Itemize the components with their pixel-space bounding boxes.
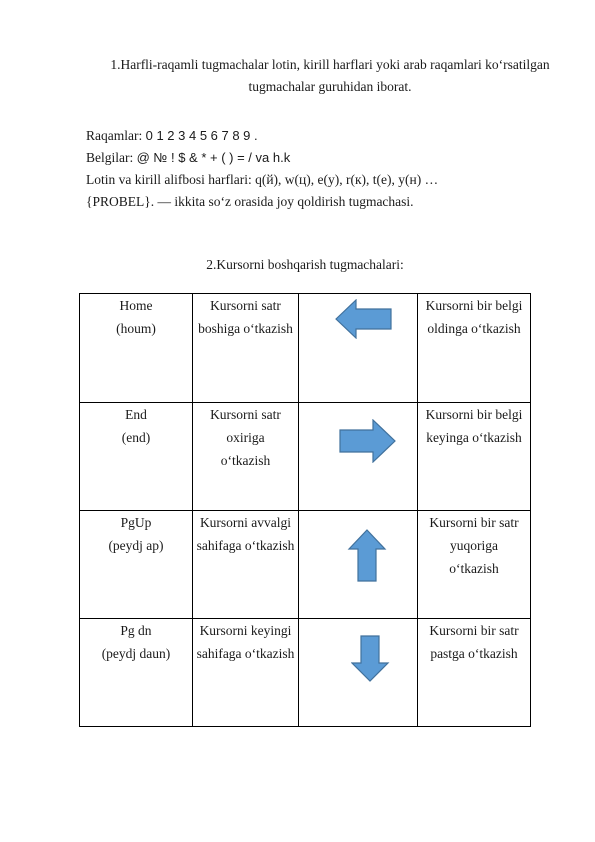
arrow-cell (299, 294, 418, 403)
key-name: Pg dn (120, 623, 152, 638)
arrow-description-line: o‘tkazish (449, 561, 499, 576)
section1-heading-line1: 1.Harfli-raqamli tugmachalar lotin, kirill harflari yoki arab raqamlari ko‘rsatilgan (110, 57, 550, 72)
key-description-cell (193, 294, 299, 403)
section1-heading-line2: tugmachalar guruhidan iborat. (248, 79, 412, 94)
key-name: End (125, 407, 147, 422)
digits-value: 0 1 2 3 4 5 6 7 8 9 . (145, 128, 258, 143)
key-description-line: oxiriga (226, 430, 265, 445)
space-line: {PROBEL}. — ikkita so‘z orasida joy qoldirish tugmachasi. (86, 194, 414, 209)
symbols-label: Belgilar: (86, 150, 137, 165)
arrow-description-line: Kursorni bir belgi (425, 298, 523, 313)
key-name: Home (119, 298, 153, 313)
table-row (80, 511, 531, 619)
key-pronunciation: (houm) (116, 321, 156, 336)
key-name: PgUp (120, 515, 152, 530)
digits-label: Raqamlar: (86, 128, 146, 143)
key-name-cell (80, 511, 193, 619)
arrow-cell (299, 403, 418, 511)
arrow-description-line: Kursorni bir belgi (425, 407, 523, 422)
arrow-description-line: keyinga o‘tkazish (426, 430, 522, 445)
key-name-cell (80, 403, 193, 511)
arrow-description-line: oldinga o‘tkazish (427, 321, 521, 336)
key-description-cell (193, 619, 299, 727)
key-pronunciation: (peydj daun) (101, 646, 171, 661)
right-arrow-icon (339, 419, 397, 463)
section1-heading (70, 54, 590, 98)
arrow-description-cell (418, 511, 531, 619)
key-description-line: Kursorni keyingi (199, 623, 292, 638)
up-arrow-icon (347, 529, 387, 583)
key-description-cell (193, 511, 299, 619)
key-pronunciation: (peydj ap) (108, 538, 164, 553)
key-description-line: boshiga o‘tkazish (198, 321, 293, 336)
arrow-description-line: Kursorni bir satr (429, 515, 519, 530)
key-description-line: Kursorni satr (210, 298, 281, 313)
key-pronunciation: (end) (121, 430, 151, 445)
arrow-description-line: Kursorni bir satr (429, 623, 519, 638)
symbols-value: @ № ! $ & * + ( ) = / va h.k (136, 150, 291, 165)
key-description-line: Kursorni satr (210, 407, 281, 422)
table-row (80, 294, 531, 403)
arrow-description-cell (418, 294, 531, 403)
arrow-description-cell (418, 403, 531, 511)
key-description-line: sahifaga o‘tkazish (196, 538, 295, 553)
cursor-keys-table (79, 293, 531, 727)
arrow-description-line: yuqoriga (450, 538, 498, 553)
section2-heading: 2.Kursorni boshqarish tugmachalari: (206, 257, 404, 272)
table-row (80, 403, 531, 511)
key-description-line: Kursorni avvalgi (199, 515, 292, 530)
arrow-description-line: pastga o‘tkazish (430, 646, 518, 661)
down-arrow-icon (351, 635, 391, 683)
symbols-line (86, 149, 290, 167)
arrow-description-cell (418, 619, 531, 727)
letters-line: Lotin va kirill alifbosi harflari: q(й), w(ц), e(у), r(к), t(е), y(н) … (86, 172, 439, 187)
key-description-line: o‘tkazish (220, 453, 271, 468)
table-row (80, 619, 531, 727)
key-description-cell (193, 403, 299, 511)
arrow-cell (299, 511, 418, 619)
digits-line (86, 127, 258, 145)
arrow-cell (299, 619, 418, 727)
key-name-cell (80, 294, 193, 403)
key-name-cell (80, 619, 193, 727)
key-description-line: sahifaga o‘tkazish (196, 646, 295, 661)
left-arrow-icon (335, 299, 393, 339)
